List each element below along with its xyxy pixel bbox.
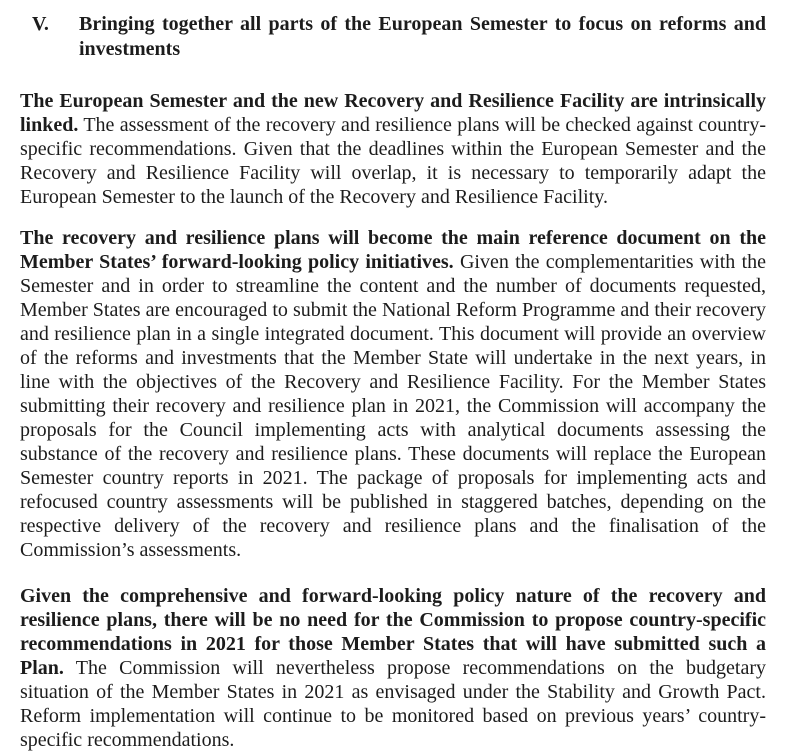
paragraph-2	[20, 226, 766, 562]
paragraph-3-lead-bold: Given the comprehensive and forward-looking policy nature of the recovery and resilience plans, there will be no need for the Commission to propose country-specific recommendations in 2021 for those Member States that will have submitted such a Plan.	[20, 585, 766, 679]
paragraph-2-body-text: Given the complementarities with the Semester and in order to streamline the content and the number of documents requested, Member States are encouraged to submit the National Reform Programme and their recovery and resilience plan in a single integrated document. This document will provide an overview of the reforms and investments that the Member State will undertake in the next years, in line with the objectives of the Recovery and Resilience Facility. For the Member States submitting their recovery and resilience plan in 2021, the Commission will accompany the proposals for the Council implementing acts with analytical documents assessing the substance of the recovery and resilience plans. These documents will replace the European Semester country reports in 2021. The package of proposals for implementing acts and refocused country assessments will be published in staggered batches, depending on the respective delivery of the recovery and resilience plans and the finalisation of the Commission’s assessments.	[20, 251, 766, 561]
paragraph-1	[20, 89, 766, 209]
paragraph-1-body-text: The assessment of the recovery and resilience plans will be checked against country-specific recommendations. Given that the deadlines within the European Semester and the Recovery and Resilience Facility will overlap, it is necessary to temporarily adapt the European Semester to the launch of the Recovery and Resilience Facility.	[20, 114, 766, 208]
section-number: V.	[32, 13, 49, 35]
section-title: Bringing together all parts of the European Semester to focus on reforms and investments	[79, 13, 766, 60]
section-heading	[20, 12, 766, 62]
paragraph-1-lead-bold: The European Semester and the new Recovery and Resilience Facility are intrinsically linked.	[20, 90, 766, 136]
paragraph-2-lead-bold: The recovery and resilience plans will become the main reference document on the Member States’ forward-looking policy initiatives.	[20, 227, 766, 273]
paragraph-3-body-text: The Commission will nevertheless propose recommendations on the budgetary situation of the Member States in 2021 as envisaged under the Stability and Growth Pact. Reform implementation will continue to be monitored based on previous years’ country-specific recommendations.	[20, 657, 766, 751]
